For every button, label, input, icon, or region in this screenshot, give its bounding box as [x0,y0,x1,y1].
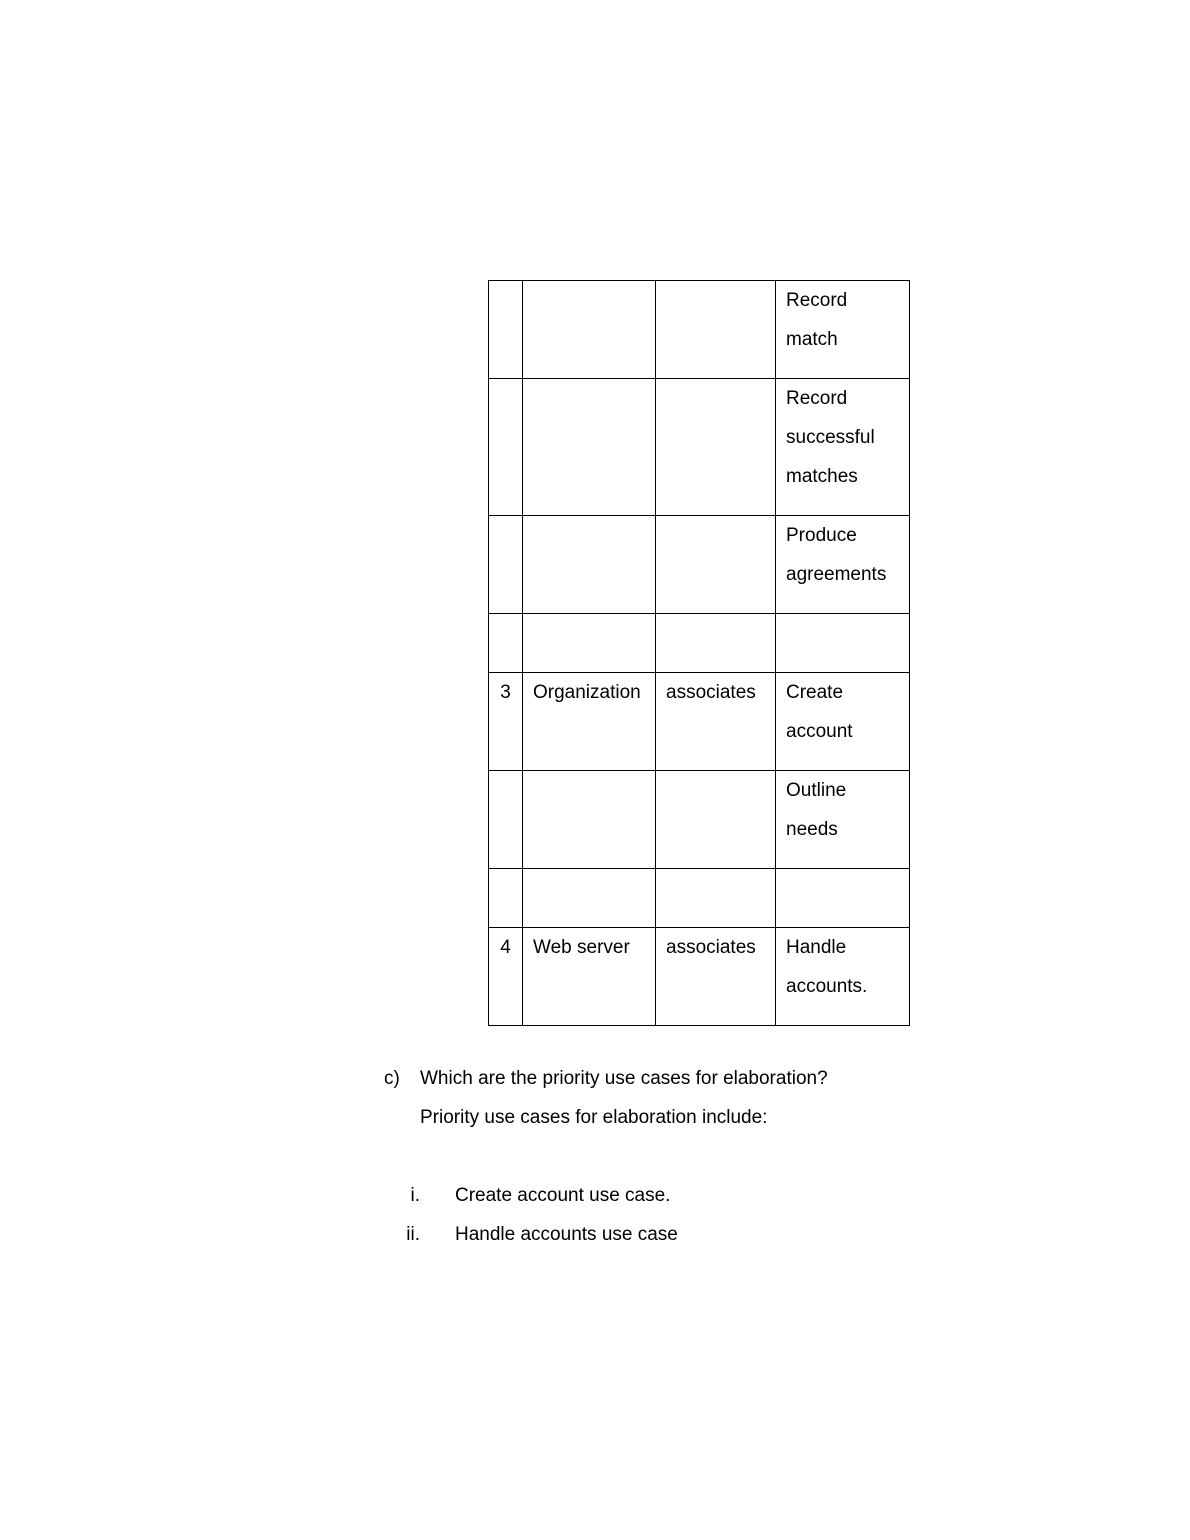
use-case-line: successful [786,427,875,448]
table-row [489,516,910,614]
list-item [384,1176,944,1215]
use-case-line: Create [786,682,844,703]
row-number [489,516,523,614]
use-case-table [488,280,910,1026]
question-marker: c) [384,1068,400,1089]
list-item [384,1215,944,1254]
answer-intro: Priority use cases for elaboration include: [420,1107,768,1128]
table-row [489,673,910,771]
use-case-cell [776,771,910,869]
use-case-line: Produce [786,525,857,546]
relation-cell [656,771,776,869]
row-number: 4 [489,928,523,1026]
actor-cell [523,771,656,869]
use-case-cell [776,928,910,1026]
use-case-line: needs [786,819,838,840]
use-case-line: Record [786,290,848,311]
row-number [489,869,523,928]
list-marker: i. [410,1185,420,1206]
actor-cell: Organization [523,673,656,771]
use-case-line: account [786,721,853,742]
use-case-cell [776,281,910,379]
use-case-line: match [786,329,838,350]
table-row [489,614,910,673]
use-case-line: Outline [786,780,847,801]
use-case-cell [776,673,910,771]
use-case-cell [776,379,910,516]
use-case-cell [776,516,910,614]
use-case-line: matches [786,466,858,487]
row-number [489,614,523,673]
priority-list [384,1176,944,1254]
use-case-line: Handle [786,937,847,958]
list-item-text: Handle accounts use case [455,1224,678,1245]
actor-cell [523,869,656,928]
use-case-line: accounts. [786,976,868,997]
table-row [489,771,910,869]
list-marker: ii. [406,1224,420,1245]
use-case-line: agreements [786,564,887,585]
use-case-cell [776,869,910,928]
actor-cell: Web server [523,928,656,1026]
actor-cell [523,614,656,673]
relation-cell [656,516,776,614]
table-row [489,928,910,1026]
row-number [489,281,523,379]
row-number [489,379,523,516]
table-row [489,869,910,928]
actor-cell [523,379,656,516]
relation-cell [656,614,776,673]
actor-cell [523,516,656,614]
table-row [489,281,910,379]
relation-cell [656,281,776,379]
list-item-text: Create account use case. [455,1185,671,1206]
relation-cell: associates [656,673,776,771]
row-number [489,771,523,869]
relation-cell: associates [656,928,776,1026]
relation-cell [656,869,776,928]
actor-cell [523,281,656,379]
question-text: Which are the priority use cases for elaboration? [420,1068,828,1089]
use-case-line: Record [786,388,848,409]
relation-cell [656,379,776,516]
use-case-cell [776,614,910,673]
table-row [489,379,910,516]
row-number: 3 [489,673,523,771]
